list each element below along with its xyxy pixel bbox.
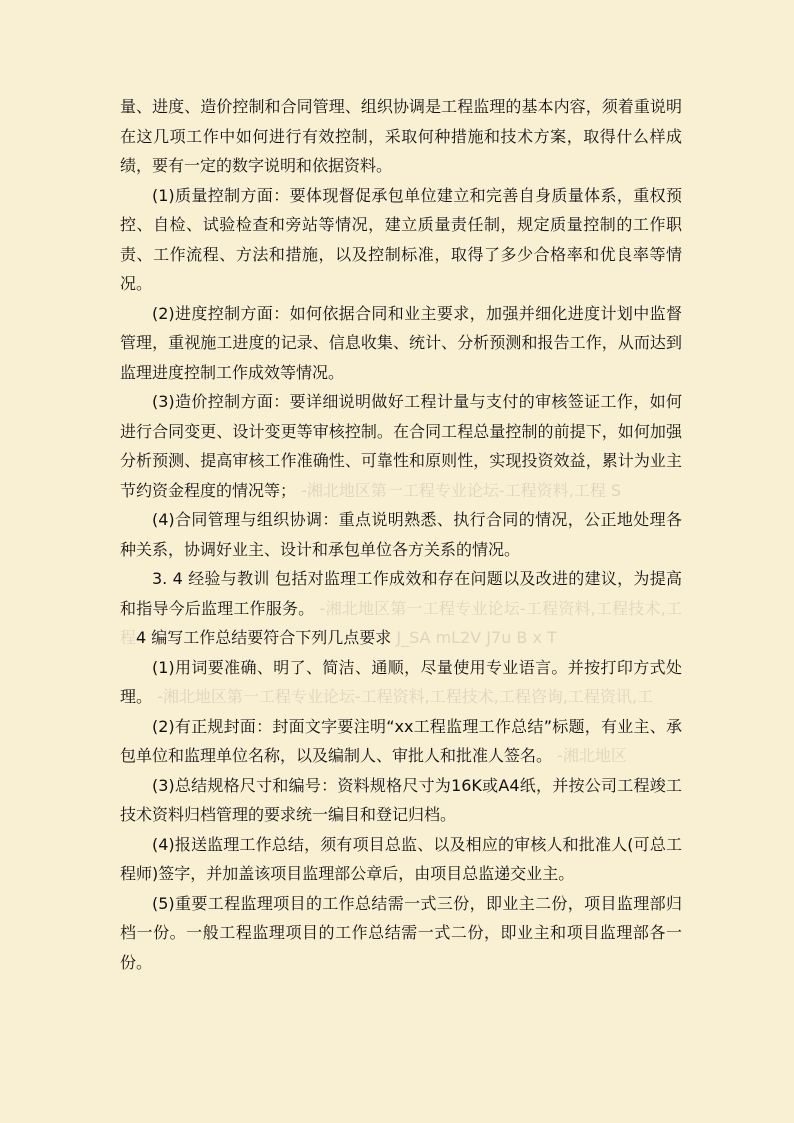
document-body bbox=[120, 92, 682, 977]
paragraph-requirement-5 bbox=[120, 889, 682, 978]
paragraph-requirement-4 bbox=[120, 830, 682, 889]
watermark-text: -湘北地区 bbox=[552, 746, 627, 765]
paragraph-text: 3. 4 经验与教训 包括对监理工作成效和存在问题以及改进的建议，为提高和指导今后监理工作服务。 bbox=[120, 569, 682, 618]
paragraph-text: (2)有正规封面：封面文字要注明“xx工程监理工作总结”标题，有业主、承包单位和监理单位名称，以及编制人、审批人和批准人签名。 bbox=[120, 716, 682, 765]
watermark-text: -湘北地区第一工程专业论坛-工程资料,工程 S bbox=[296, 480, 621, 500]
paragraph-text: (4)合同管理与组织协调：重点说明熟悉、执行合同的情况，公正地处理各种关系，协调好业主、设计和承包单位各方关系的情况。 bbox=[120, 510, 682, 559]
paragraph-requirement-2 bbox=[120, 712, 682, 771]
watermark-text: -湘北地区第一工程专业论坛-工程资料,工程技术,工程咨询,工程资讯,工 bbox=[152, 687, 653, 706]
watermark-text: J_SA mL2V J7u B x T bbox=[391, 628, 557, 647]
paragraph-schedule-control bbox=[120, 299, 682, 388]
paragraph-text: (5)重要工程监理项目的工作总结需一式三份，即业主二份，项目监理部归档一份。一般工程监理项目的工作总结需一式二份，即业主和项目监理部各一份。 bbox=[120, 893, 682, 972]
paragraph-quality-control bbox=[120, 181, 682, 299]
paragraph-lessons bbox=[120, 564, 682, 653]
paragraph-cost-control bbox=[120, 387, 682, 505]
paragraph-text: (4)报送监理工作总结，须有项目总监、以及相应的审核人和批准人(可总工程师)签字，并加盖该项目监理部公章后，由项目总监递交业主。 bbox=[120, 834, 682, 883]
paragraph-requirement-1 bbox=[120, 653, 682, 712]
paragraph-text: (3)总结规格尺寸和编号：资料规格尺寸为16K或A4纸，并按公司工程竣工技术资料归档管理的要求统一编目和登记归档。 bbox=[120, 775, 682, 824]
paragraph-requirement-3 bbox=[120, 771, 682, 830]
paragraph-text: (1)质量控制方面：要体现督促承包单位建立和完善自身质量体系，重权预控、自检、试验检查和旁站等情况，建立质量责任制，规定质量控制的工作职责、工作流程、方法和措施，以及控制标准，取得了多少合格率和优良率等情况。 bbox=[120, 185, 682, 293]
section-heading-requirements: 4 编写工作总结要符合下列几点要求 bbox=[136, 628, 392, 647]
paragraph-text: (3)造价控制方面：要详细说明做好工程计量与支付的审核签证工作，如何进行合同变更、设计变更等审核控制。在合同工程总量控制的前提下，如何加强分析预测、提高审核工作准确性、可靠性和原则性，实现投资效益，累计为业主节约资金程度的情况等； bbox=[120, 392, 682, 500]
paragraph-contract-management bbox=[120, 505, 682, 564]
paragraph-text: 量、进度、造价控制和合同管理、组织协调是工程监理的基本内容，须着重说明在这几项工作中如何进行有效控制，采取何种措施和技术方案，取得什么样成绩，要有一定的数字说明和依据资料。 bbox=[120, 97, 682, 175]
paragraph-text: (2)进度控制方面：如何依据合同和业主要求，加强并细化进度计划中监督管理，重视施工进度的记录、信息收集、统计、分析预测和报告工作，从而达到监理进度控制工作成效等情况。 bbox=[120, 303, 682, 382]
paragraph-text: (1)用词要准确、明了、简洁、通顺，尽量使用专业语言。并按打印方式处理。 bbox=[120, 657, 682, 706]
watermark-text: -湘北地区第一工程专业论坛-工程资料,工程技术,工程 bbox=[120, 598, 682, 647]
paragraph-intro bbox=[120, 92, 682, 181]
